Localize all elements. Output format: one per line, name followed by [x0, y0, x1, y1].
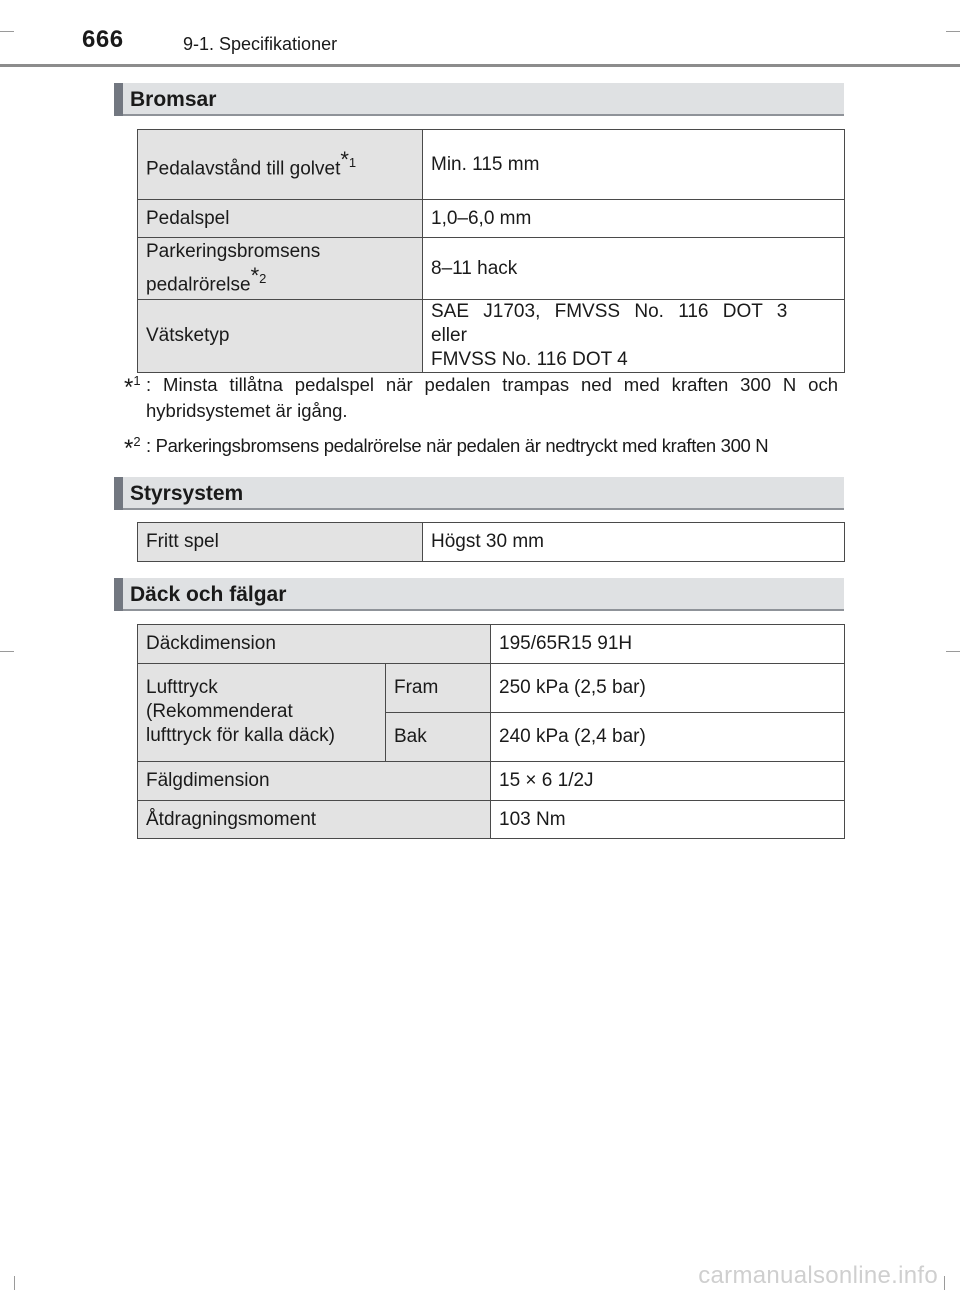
table-row	[138, 523, 845, 562]
table-cell-label: Lufttryck (Rekommenderat lufttryck för kalla däck)	[138, 664, 386, 762]
table-row	[138, 762, 845, 801]
table-cell-value: 195/65R15 91H	[491, 625, 845, 664]
table-cell-label: Fritt spel	[138, 523, 423, 562]
section-accent	[114, 578, 123, 611]
section-heading-brakes	[114, 83, 844, 116]
table-cell-label: Pedalspel	[138, 200, 423, 238]
table-cell-label: Däckdimension	[138, 625, 491, 664]
watermark: carmanualsonline.info	[698, 1262, 938, 1289]
footnote-asterisk: *	[340, 146, 349, 172]
table-cell-value: 8–11 hack	[423, 238, 845, 300]
table-cell-label: Pedalavstånd till golvet*1	[138, 130, 423, 200]
table-cell-value: 1,0–6,0 mm	[423, 200, 845, 238]
table-row	[138, 801, 845, 839]
table-row	[138, 664, 845, 713]
table-cell-value: SAE J1703, FMVSS No. 116 DOT 3 eller FMVSS No. 116 DOT 4	[423, 300, 845, 373]
section-accent	[114, 83, 123, 116]
footnote-text: : Parkeringsbromsens pedalrörelse när pedalen är nedtryckt med kraften 300 N	[146, 435, 769, 456]
section-accent	[114, 477, 123, 510]
section-heading-steering	[114, 477, 844, 510]
table-row	[138, 238, 845, 300]
crop-mark	[14, 1276, 15, 1290]
steering-table	[137, 522, 845, 562]
section-heading-label: Däck och fälgar	[130, 583, 287, 606]
footnote-ref: 2	[259, 270, 267, 286]
footnote-asterisk: *	[250, 262, 260, 288]
footnote-2	[124, 433, 838, 462]
table-cell-sublabel: Fram	[386, 664, 491, 713]
table-cell-value: Min. 115 mm	[423, 130, 845, 200]
footnote-marker: *$^1$	[124, 373, 141, 401]
table-row	[138, 625, 845, 664]
table-cell-value: 250 kPa (2,5 bar)	[491, 664, 845, 713]
section-title: 9-1. Specifikationer	[183, 34, 338, 54]
page-number: 666	[82, 26, 124, 53]
crop-mark	[0, 651, 14, 652]
tires-table	[137, 624, 845, 839]
table-row	[138, 300, 845, 373]
footnote-marker: *$^2$	[124, 434, 141, 462]
page-header	[0, 0, 960, 66]
table-cell-sublabel: Bak	[386, 713, 491, 762]
table-cell-label: Fälgdimension	[138, 762, 491, 801]
table-cell-label: Vätsketyp	[138, 300, 423, 373]
header-divider	[0, 64, 960, 67]
table-cell-label: Parkeringsbromsens pedalrörelse*2	[138, 238, 423, 300]
brakes-table	[137, 129, 845, 373]
crop-mark	[946, 651, 960, 652]
footnote-1	[124, 372, 838, 424]
footnote-text: : Minsta tillåtna pedalspel när pedalen trampas ned med kraften 300 N och hybridsystemet är igång.	[146, 374, 838, 421]
table-row	[138, 130, 845, 200]
section-heading-tires	[114, 578, 844, 611]
section-heading-label: Bromsar	[130, 88, 217, 111]
table-cell-value: Högst 30 mm	[423, 523, 845, 562]
table-cell-label: Åtdragningsmoment	[138, 801, 491, 839]
crop-mark	[944, 1276, 945, 1290]
table-cell-value: 15 × 6 1/2J	[491, 762, 845, 801]
table-row	[138, 200, 845, 238]
footnote-ref: 1	[348, 154, 357, 170]
table-cell-value: 240 kPa (2,4 bar)	[491, 713, 845, 762]
table-cell-value: 103 Nm	[491, 801, 845, 839]
section-heading-label: Styrsystem	[130, 482, 244, 505]
